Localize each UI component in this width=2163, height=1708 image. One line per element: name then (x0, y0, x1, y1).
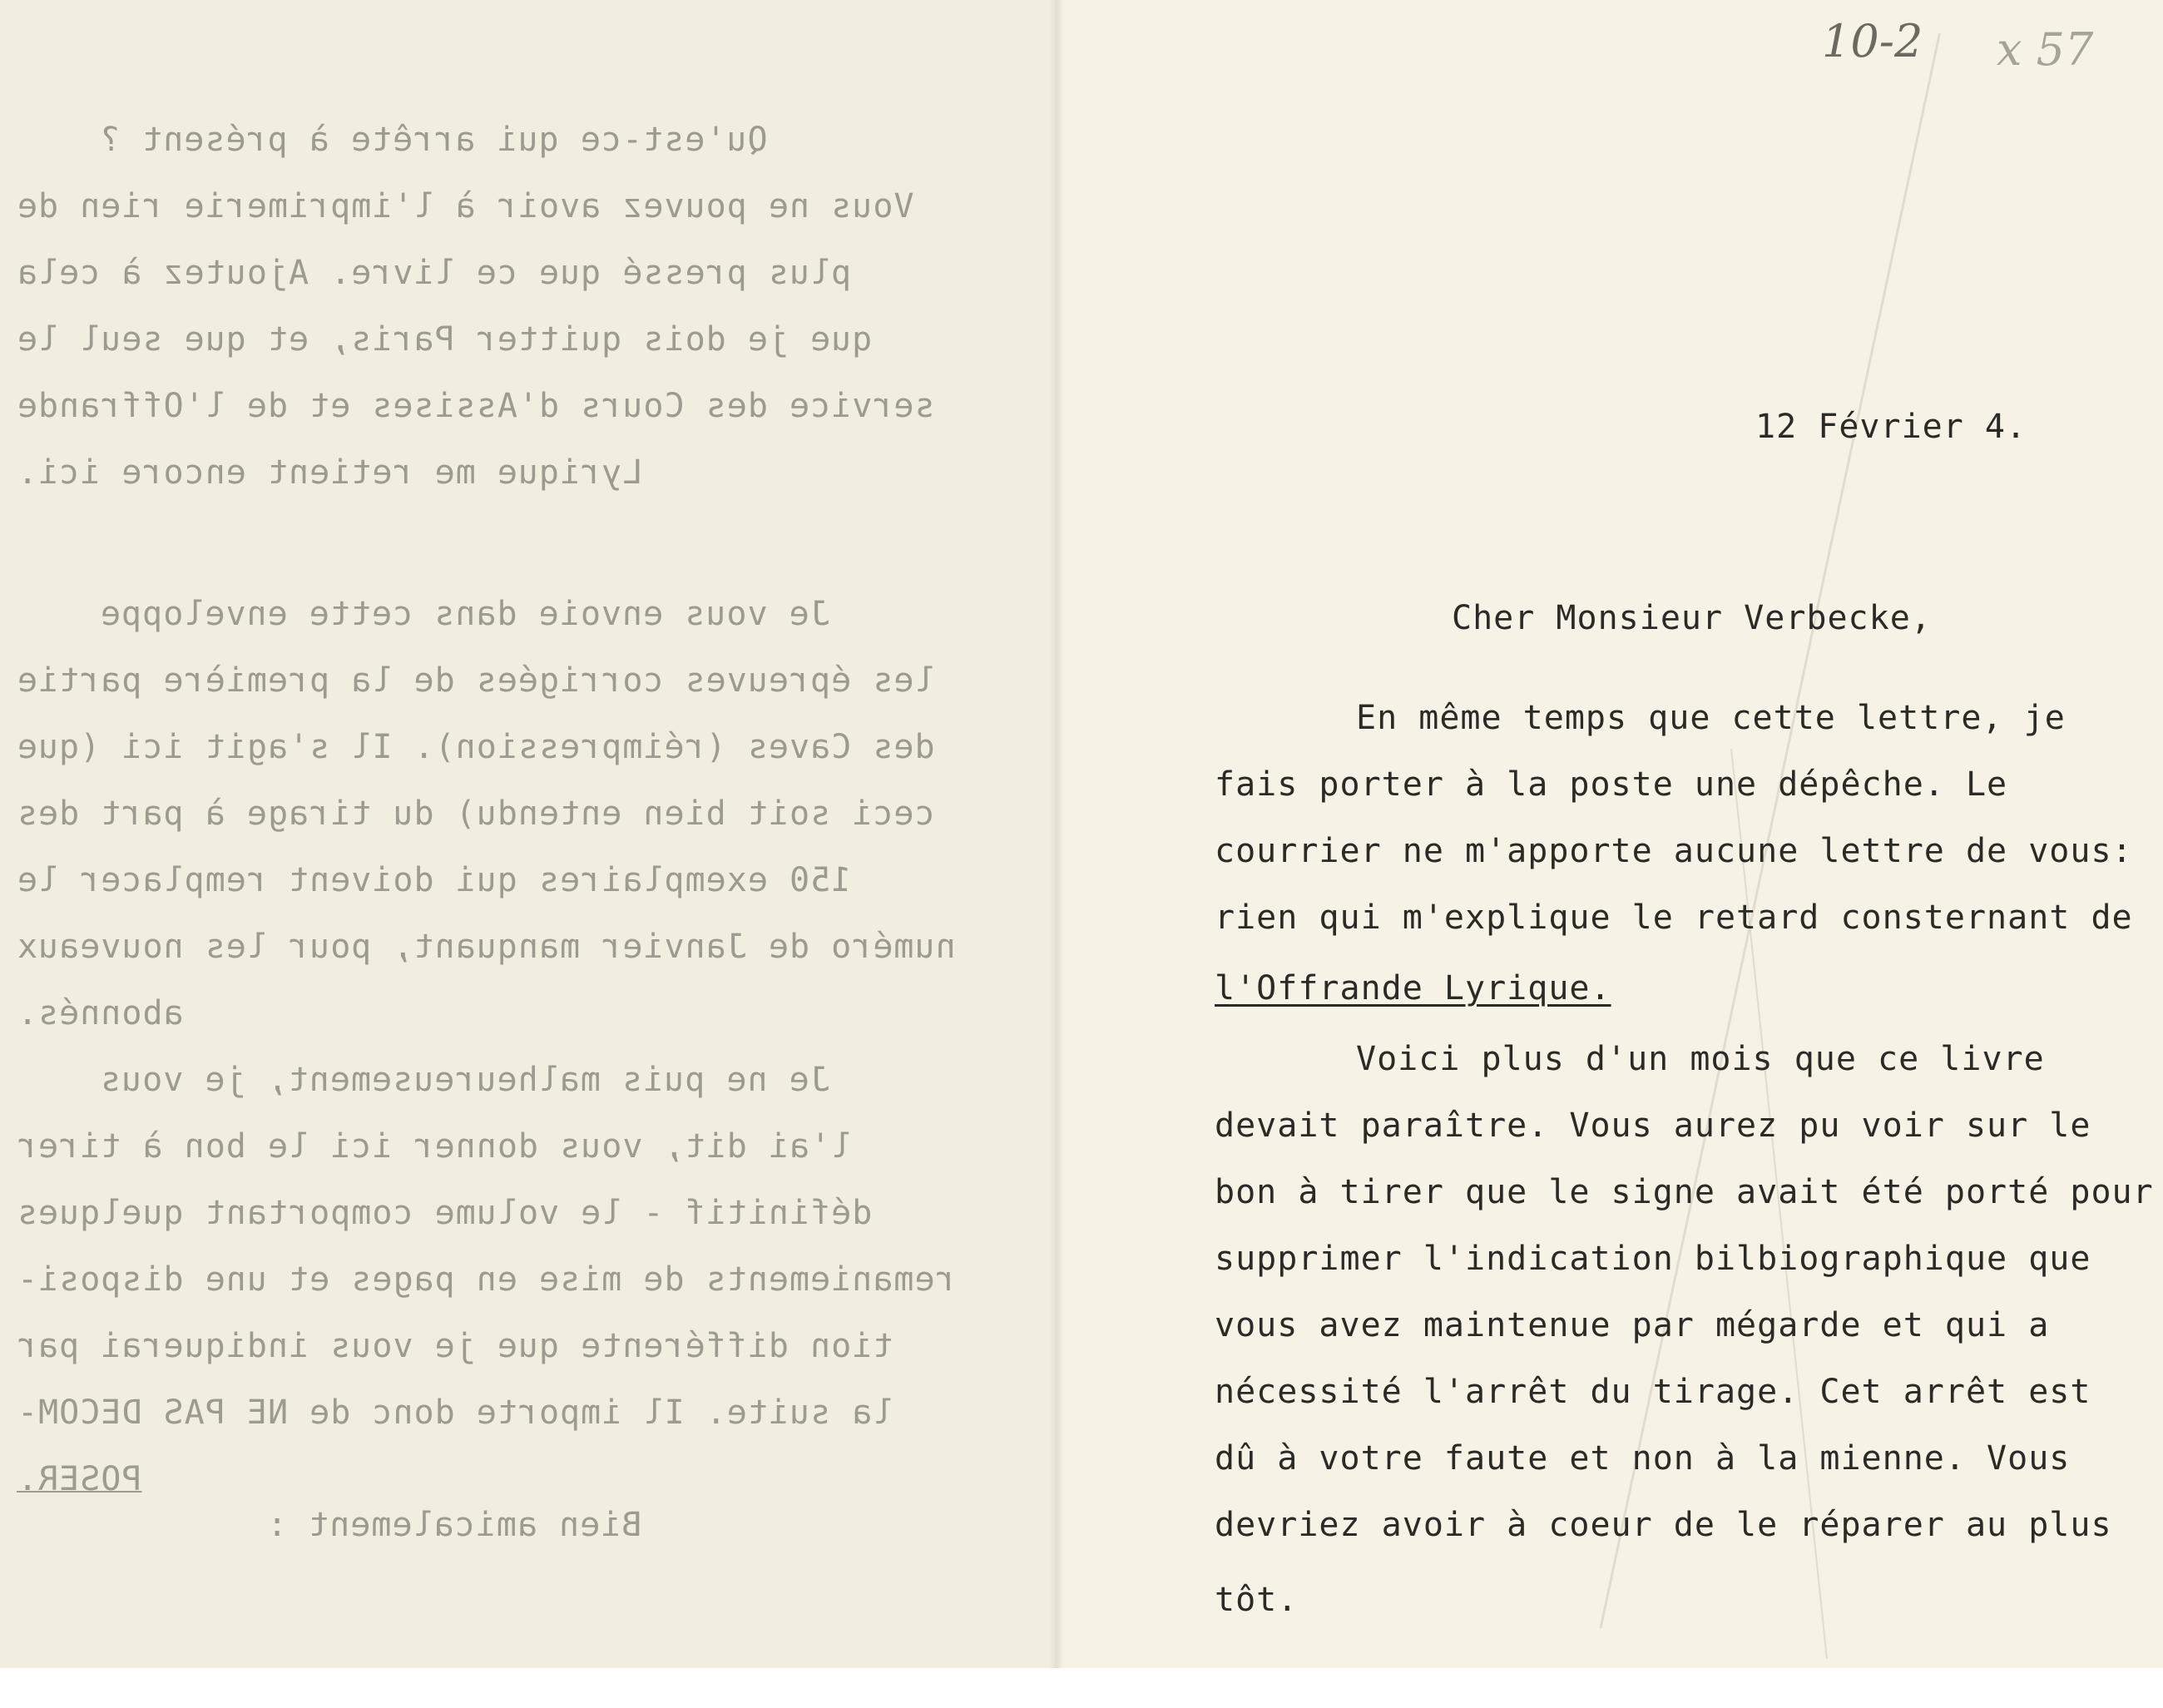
letter-salutation: Cher Monsieur Verbecke, (1452, 599, 1932, 637)
reverse-line: POSER. (17, 1460, 142, 1498)
reverse-line: Qu'est-ce qui arrête à présent ? (100, 121, 768, 159)
reverse-closing: Bien amicalement : (266, 1506, 642, 1544)
letter-line: fais porter à la poste une dépêche. Le (1215, 765, 2008, 804)
letter-line: devriez avoir à coeur de le réparer au plus (1215, 1506, 2112, 1544)
reverse-line: Je vous envoie dans cette enveloppe (100, 595, 830, 633)
reverse-line: Lyrique me retient encore ici. (17, 453, 643, 492)
reverse-line: plus pressé que ce livre. Ajoutez à cela (17, 254, 852, 292)
letter-line: Voici plus d'un mois que ce livre (1356, 1040, 2045, 1078)
reverse-line: des Caves (réimpression). Il s'agit ici (que (17, 728, 935, 766)
reverse-line: abonnés. (17, 994, 184, 1032)
letter-line: l'Offrande Lyrique. (1215, 969, 1611, 1007)
letter-line: En même temps que cette lettre, je (1356, 699, 2066, 737)
reverse-line: service des Cours d'Assises et de l'Offrande (17, 387, 935, 425)
scan-margin (0, 1668, 2163, 1708)
letter-line: dû à votre faute et non à la mienne. Vous (1215, 1439, 2071, 1478)
reverse-line: remaniements de mise en pages et une disposi- (17, 1260, 956, 1299)
folio-number: 10-2 (1822, 15, 1923, 67)
letter-line: tôt. (1215, 1581, 1299, 1619)
letter-line: vous avez maintenue par mégarde et qui a (1215, 1306, 2050, 1344)
letter-date: 12 Février 4. (1755, 408, 2027, 446)
letter-line: rien qui m'explique le retard consternant de (1215, 899, 2133, 937)
letter-line: nécessité l'arrêt du tirage. Cet arrêt est (1215, 1373, 2091, 1411)
letter-line: supprimer l'indication bilbiographique que (1215, 1240, 2091, 1278)
letter-line: devait paraître. Vous aurez pu voir sur le (1215, 1106, 2091, 1145)
reverse-line: tion différente que je vous indiquerai par (17, 1327, 893, 1365)
reverse-line: définitif - le volume comportant quelques (17, 1194, 873, 1232)
reverse-line: 150 exemplaires qui doivent remplacer le (17, 861, 852, 899)
reverse-line: les épreuves corrigées de la première partie (17, 661, 935, 700)
letter-line: courrier ne m'apporte aucune lettre de vous: (1215, 832, 2133, 870)
reverse-line: la suite. Il importe donc de NE PAS DECOM- (17, 1394, 893, 1432)
archive-mark: x 57 (1997, 23, 2094, 76)
reverse-line: numéro de Janvier manquant, pour les nouveaux (17, 928, 956, 966)
reverse-line: l'ai dit, vous donner ici le bon à tirer (17, 1127, 852, 1166)
reverse-line: Je ne puis malheureusement, je vous (100, 1061, 830, 1099)
letter-line: bon à tirer que le signe avait été porté pour (1215, 1173, 2154, 1211)
reverse-line: ceci soit bien entendu) du tirage à part des (17, 795, 935, 833)
reverse-line: Vous ne pouvez avoir à l'imprimerie rien de (17, 187, 914, 225)
reverse-line: que je dois quitter Paris, et que seul le (17, 320, 873, 359)
